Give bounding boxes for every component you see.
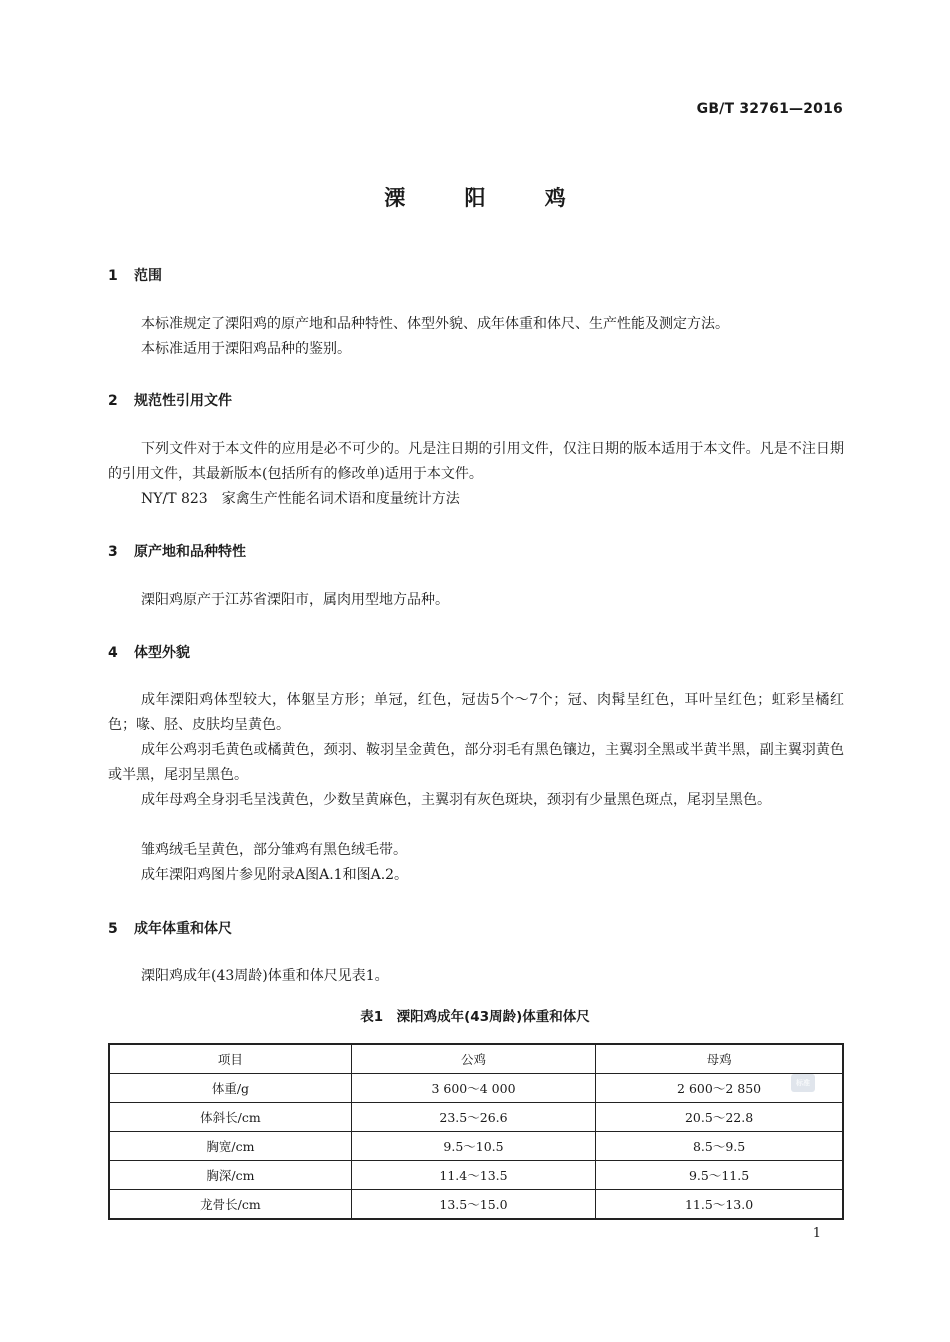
- section-number: 3: [108, 544, 118, 560]
- paragraph: 成年母鸡全身羽毛呈浅黄色，少数呈黄麻色，主翼羽有灰色斑块，颈羽有少量黑色斑点，尾羽呈黑色。: [141, 792, 771, 808]
- table-cell: 9.5～11.5: [596, 1161, 843, 1190]
- paragraph: 成年溧阳鸡体型较大，体躯呈方形；单冠，红色，冠齿5个～7个；冠、肉髯呈红色，耳叶呈红色；虹彩呈橘红色；喙、胫、皮肤均呈黄色。: [108, 692, 844, 733]
- table-cell: 体重/g: [109, 1074, 351, 1103]
- data-table: [108, 1043, 844, 1220]
- table-cell: 23.5～26.6: [351, 1103, 595, 1132]
- table-row: [109, 1161, 843, 1190]
- paragraph: 本标准适用于溧阳鸡品种的鉴别。: [141, 341, 351, 357]
- table-cell: 8.5～9.5: [596, 1132, 843, 1161]
- section-3-heading: [108, 541, 246, 561]
- section-number: 5: [108, 921, 118, 937]
- table-row: [109, 1103, 843, 1132]
- paragraph: 成年溧阳鸡图片参见附录A图A.1和图A.2。: [141, 867, 409, 883]
- table-header-row: [109, 1044, 843, 1074]
- section-1-heading: [108, 265, 162, 285]
- section-title: 体型外貌: [134, 645, 190, 661]
- watermark-logo: 标准: [791, 1074, 815, 1092]
- table-row: [109, 1074, 843, 1103]
- paragraph: 本标准规定了溧阳鸡的原产地和品种特性、体型外貌、成年体重和体尺、生产性能及测定方法。: [141, 316, 729, 332]
- paragraph: 成年公鸡羽毛黄色或橘黄色，颈羽、鞍羽呈金黄色，部分羽毛有黑色镶边，主翼羽全黑或半黄半黑，副主翼羽黄色或半黑，尾羽呈黑色。: [108, 742, 844, 783]
- section-number: 1: [108, 268, 118, 284]
- document-title: 溧 阳 鸡: [384, 186, 592, 210]
- table-row: [109, 1132, 843, 1161]
- section-title: 成年体重和体尺: [134, 921, 232, 937]
- table-cell: 胸深/cm: [109, 1161, 351, 1190]
- table-row: [109, 1190, 843, 1220]
- section-5-heading: [108, 918, 232, 938]
- column-header: 母鸡: [596, 1044, 843, 1074]
- column-header: 项目: [109, 1044, 351, 1074]
- table-cell: 20.5～22.8: [596, 1103, 843, 1132]
- column-header: 公鸡: [351, 1044, 595, 1074]
- table-cell: 11.4～13.5: [351, 1161, 595, 1190]
- paragraph: 雏鸡绒毛呈黄色，部分雏鸡有黑色绒毛带。: [141, 842, 407, 858]
- table-cell: 体斜长/cm: [109, 1103, 351, 1132]
- paragraph: 溧阳鸡成年(43周龄)体重和体尺见表1。: [141, 968, 389, 984]
- reference-entry: NY/T 823 家禽生产性能名词术语和度量统计方法: [141, 491, 460, 507]
- page-number: 1: [812, 1226, 821, 1241]
- paragraph: 溧阳鸡原产于江苏省溧阳市，属肉用型地方品种。: [141, 592, 449, 608]
- section-number: 4: [108, 645, 118, 661]
- section-number: 2: [108, 393, 118, 409]
- paragraph: 下列文件对于本文件的应用是必不可少的。凡是注日期的引用文件，仅注日期的版本适用于本文件。凡是不注日期的引用文件，其最新版本(包括所有的修改单)适用于本文件。: [108, 441, 844, 482]
- section-title: 规范性引用文件: [134, 393, 232, 409]
- section-title: 范围: [134, 268, 162, 284]
- table-cell: 胸宽/cm: [109, 1132, 351, 1161]
- table-cell: 11.5～13.0: [596, 1190, 843, 1220]
- table-cell: 2 600～2 850: [596, 1074, 843, 1103]
- section-2-heading: [108, 390, 232, 410]
- table-cell: 13.5～15.0: [351, 1190, 595, 1220]
- table-cell: 3 600～4 000: [351, 1074, 595, 1103]
- section-title: 原产地和品种特性: [134, 544, 246, 560]
- table-cell: 龙骨长/cm: [109, 1190, 351, 1220]
- section-4-heading: [108, 642, 190, 662]
- table-cell: 9.5～10.5: [351, 1132, 595, 1161]
- table-caption: 表1 溧阳鸡成年(43周龄)体重和体尺: [360, 1009, 590, 1025]
- standard-number: GB/T 32761—2016: [696, 101, 843, 117]
